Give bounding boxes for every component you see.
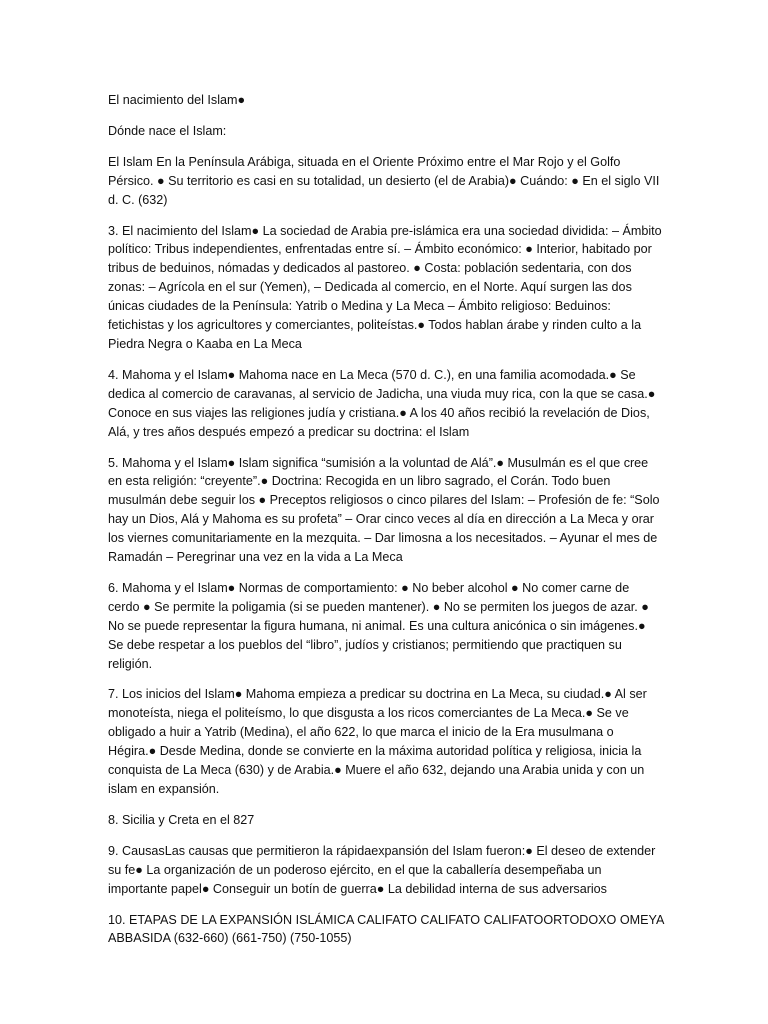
- document-title: El nacimiento del Islam●: [108, 93, 246, 107]
- paragraph-section-3: 3. El nacimiento del Islam● La sociedad de Arabia pre-islámica era una sociedad dividida: – Ámbito político: Tribus independientes, enfrentadas entre sí. – Ámbito económico: ● Interior, habitado por tribus de beduinos, nómadas y dedicados al pastoreo. ● Costa: población sedentaria, con dos zonas: – Agrícola en el sur (Yemen), – Dedicada al comercio, en el Norte. Aquí surgen las dos únicas ciudades de la Península: Yatrib o Medina y La Meca – Ámbito religioso: Beduinos: fetichistas y los agricultores y comerciantes, politeístas.● Todos hablan árabe y rinden culto a la Piedra Negra o Kaaba en La Meca: [108, 223, 662, 351]
- paragraph-section-5: 5. Mahoma y el Islam● Islam significa “sumisión a la voluntad de Alá”.● Musulmán es el que cree en esta religión: “creyente”.● Doctrina: Recogida en un libro sagrado, el Corán. Todo buen musulmán debe seguir los ● Preceptos religiosos o cinco pilares del Islam: – Profesión de fe: “Solo hay un Dios, Alá y Mahoma es su profeta” – Orar cinco veces al día en dirección a La Meca y orar los viernes comunitariamente en la mezquita. – Dar limosna a los necesitados. – Ayunar el mes de Ramadán – Peregrinar una vez en la vida a La Meca: [108, 455, 660, 565]
- paragraph-section-9: 9. CausasLas causas que permitieron la rápidaexpansión del Islam fueron:● El deseo de extender su fe● La organización de un poderoso ejército, en el que la caballería desempeñaba un importante papel● Conseguir un botín de guerra● La debilidad interna de sus adversarios: [108, 843, 656, 896]
- document-page: [108, 91, 664, 960]
- paragraph-section-6: 6. Mahoma y el Islam● Normas de comportamiento: ● No beber alcohol ● No comer carne de cerdo ● Se permite la poligamia (si se pueden mantener). ● No se permiten los juegos de azar. ● No se puede representar la figura humana, ni animal. Es una cultura anicónica o sin imágenes.● Se debe respetar a los pueblos del “libro”, judíos y cristianos; permitiendo que practiquen su religión.: [108, 580, 649, 671]
- paragraph-location: El Islam En la Península Arábiga, situada en el Oriente Próximo entre el Mar Rojo y el Golfo Pérsico. ● Su territorio es casi en su totalidad, un desierto (el de Arabia)● Cuándo: ● En el siglo VII d. C. (632): [108, 154, 660, 207]
- paragraph-section-10: 10. ETAPAS DE LA EXPANSIÓN ISLÁMICA CALIFATO CALIFATO CALIFATOORTODOXO OMEYA ABBASIDA (632-660) (661-750) (750-1055): [108, 912, 664, 946]
- paragraph-section-7: 7. Los inicios del Islam● Mahoma empieza a predicar su doctrina en La Meca, su ciudad.● Al ser monoteísta, niega el politeísmo, lo que disgusta a los ricos comerciantes de La Meca.● Se ve obligado a huir a Yatrib (Medina), el año 622, lo que marca el inicio de la Era musulmana o Hégira.● Desde Medina, donde se convierte en la máxima autoridad política y religiosa, inicia la conquista de La Meca (630) y de Arabia.● Muere el año 632, dejando una Arabia unida y con un islam en expansión.: [108, 687, 647, 796]
- paragraph-section-8: 8. Sicilia y Creta en el 827: [108, 812, 255, 827]
- subheading-where: Dónde nace el Islam:: [108, 123, 227, 138]
- paragraph-section-4: 4. Mahoma y el Islam● Mahoma nace en La Meca (570 d. C.), en una familia acomodada.● Se dedica al comercio de caravanas, al servicio de Jadicha, una viuda muy rica, con la que se casa.● Conoce en sus viajes las religiones judía y cristiana.● A los 40 años recibió la revelación de Dios, Alá, y tres años después empezó a predicar su doctrina: el Islam: [108, 367, 656, 439]
